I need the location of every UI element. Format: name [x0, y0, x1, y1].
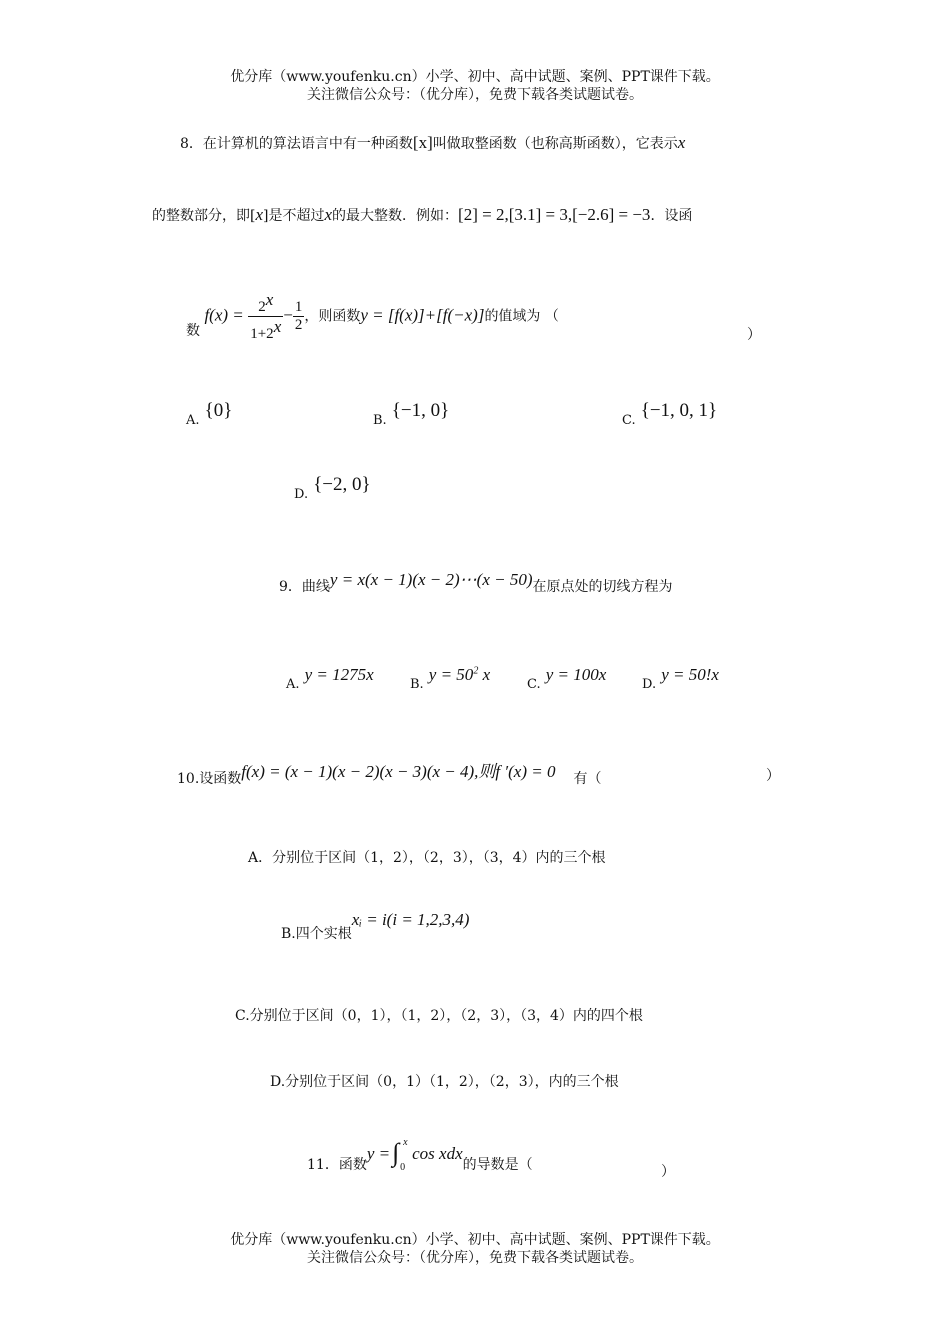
q8-line2-a: 的整数部分，即[ [152, 208, 256, 224]
q9-option-b-post: x [478, 665, 491, 684]
q10-option-a: A．分别位于区间（1，2），（2，3），（3，4）内的三个根 [248, 850, 606, 866]
q8-line2-b: ]是不超过 [263, 208, 325, 224]
q8-option-b [373, 400, 450, 430]
q8-option-c-label: C. [622, 413, 636, 428]
q8-option-d-label: D. [294, 487, 309, 502]
q8-half-den: 2 [294, 317, 303, 333]
q9-option-b [410, 665, 491, 692]
q10-option-d: D.分别位于区间（0，1）（1，2），（2，3），内的三个根 [270, 1074, 619, 1090]
q10-option-b [281, 910, 470, 942]
q8-line2 [152, 205, 692, 225]
q10-paren-close: ） [766, 768, 780, 784]
q9-option-c [527, 665, 607, 692]
q8-x3: x [324, 205, 333, 224]
q8-f-fraction [248, 290, 283, 343]
q11-integrand: cos xdx [412, 1144, 463, 1163]
q10-option-b-math: xᵢ = i(i = 1,2,3,4) [351, 910, 470, 929]
q8-f-num-exp: x [265, 290, 274, 309]
q9-option-a [286, 665, 374, 692]
q8-line1 [180, 133, 685, 153]
q8-option-c-value: {−1, 0, 1} [640, 400, 718, 421]
q9-option-d [642, 665, 719, 692]
page-header-line1: 优分库（www.youfenku.cn）小学、初中、高中试题、案例、PPT课件下载。 [230, 69, 720, 85]
q11-integral-sign: ∫ [392, 1138, 400, 1167]
page-header-line2: 关注微信公众号：（优分库），免费下载各类试题试卷。 [307, 87, 643, 103]
page-footer-line2: 关注微信公众号：（优分库），免费下载各类试题试卷。 [307, 1250, 643, 1266]
q8-f-den: 1+2 [250, 326, 274, 342]
q11-paren-close: ） [661, 1164, 675, 1180]
q8-f-minus: − [283, 305, 293, 325]
q10-option-c: C.分别位于区间（0，1），（1，2），（2，3），（3，4）内的四个根 [235, 1008, 643, 1024]
q8-option-d-value: {−2, 0} [313, 474, 371, 495]
q8-line3-b: ，则函数 [304, 308, 361, 325]
q11-upper-limit: x [403, 1137, 408, 1148]
q11-tail: 的导数是（ [462, 1157, 533, 1173]
q9-option-a-label: A. [286, 677, 300, 692]
q8-f-num: 2 [258, 299, 266, 315]
q8-option-a-label: A. [186, 413, 200, 428]
q9-option-c-label: C. [527, 677, 541, 692]
q8-option-c [622, 400, 718, 430]
q8-y-def: y = [f(x)]+[f(−x)] [360, 305, 485, 325]
q8-half-num: 1 [294, 299, 303, 315]
q9-line [279, 570, 673, 595]
q10-func: f(x) = (x − 1)(x − 2)(x − 3)(x − 4),则f ′(x) = 0 [241, 762, 556, 781]
q10-intro: 10.设函数 [177, 771, 242, 787]
q8-line3-c: 的值域为 （ [484, 308, 559, 325]
q8-option-a-value: {0} [204, 400, 233, 421]
q11-integral [390, 1137, 412, 1173]
q8-x: x [677, 133, 686, 152]
q8-paren-close: ） [747, 327, 761, 343]
q8-option-b-label: B. [373, 413, 387, 428]
q10-tail: 有（ [573, 771, 602, 787]
page-footer-line1: 优分库（www.youfenku.cn）小学、初中、高中试题、案例、PPT课件下载。 [230, 1232, 720, 1248]
q11-intro: 11．函数 [307, 1157, 367, 1173]
q8-option-b-value: {−1, 0} [391, 400, 450, 421]
q9-option-a-value: y = 1275x [304, 665, 374, 684]
q8-option-a [186, 400, 233, 430]
q8-x2: x [255, 205, 264, 224]
q8-line2-c: 的最大整数．例如： [332, 208, 459, 224]
q8-f-den-exp: x [273, 317, 282, 336]
q9-option-d-label: D. [642, 677, 657, 692]
q8-intro: 8．在计算机的算法语言中有一种函数 [180, 136, 413, 152]
q9-curve: y = x(x − 1)(x − 2)⋯(x − 50) [329, 570, 533, 589]
q8-line2-d: ．设函 [650, 208, 693, 224]
q9-intro: 9．曲线 [279, 579, 330, 595]
q11-line [307, 1137, 533, 1173]
q9-option-b-exp: 2 [473, 665, 479, 677]
q10-option-b-text: B.四个实根 [281, 926, 352, 942]
q9-tail: 在原点处的切线方程为 [532, 579, 673, 595]
q9-option-d-value: y = 50!x [661, 665, 719, 684]
q8-bracket-x: [x] [412, 133, 433, 152]
q8-line3-a: 数 [186, 322, 200, 339]
q9-option-c-value: y = 100x [545, 665, 607, 684]
q8-f-lhs: f(x) = [204, 305, 244, 325]
q8-line3 [186, 290, 559, 343]
q8-half-fraction [293, 299, 305, 334]
q11-lower-limit: 0 [400, 1162, 406, 1173]
q9-option-b-value: y = 50 [428, 665, 474, 684]
q9-option-b-label: B. [410, 677, 424, 692]
q11-y-eq: y = [366, 1144, 391, 1163]
q8-examples: [2] = 2,[3.1] = 3,[−2.6] = −3 [458, 205, 651, 224]
q8-mid: 叫做取整函数（也称高斯函数），它表示 [432, 136, 678, 152]
q8-option-d [294, 474, 371, 504]
q10-line [177, 757, 602, 787]
